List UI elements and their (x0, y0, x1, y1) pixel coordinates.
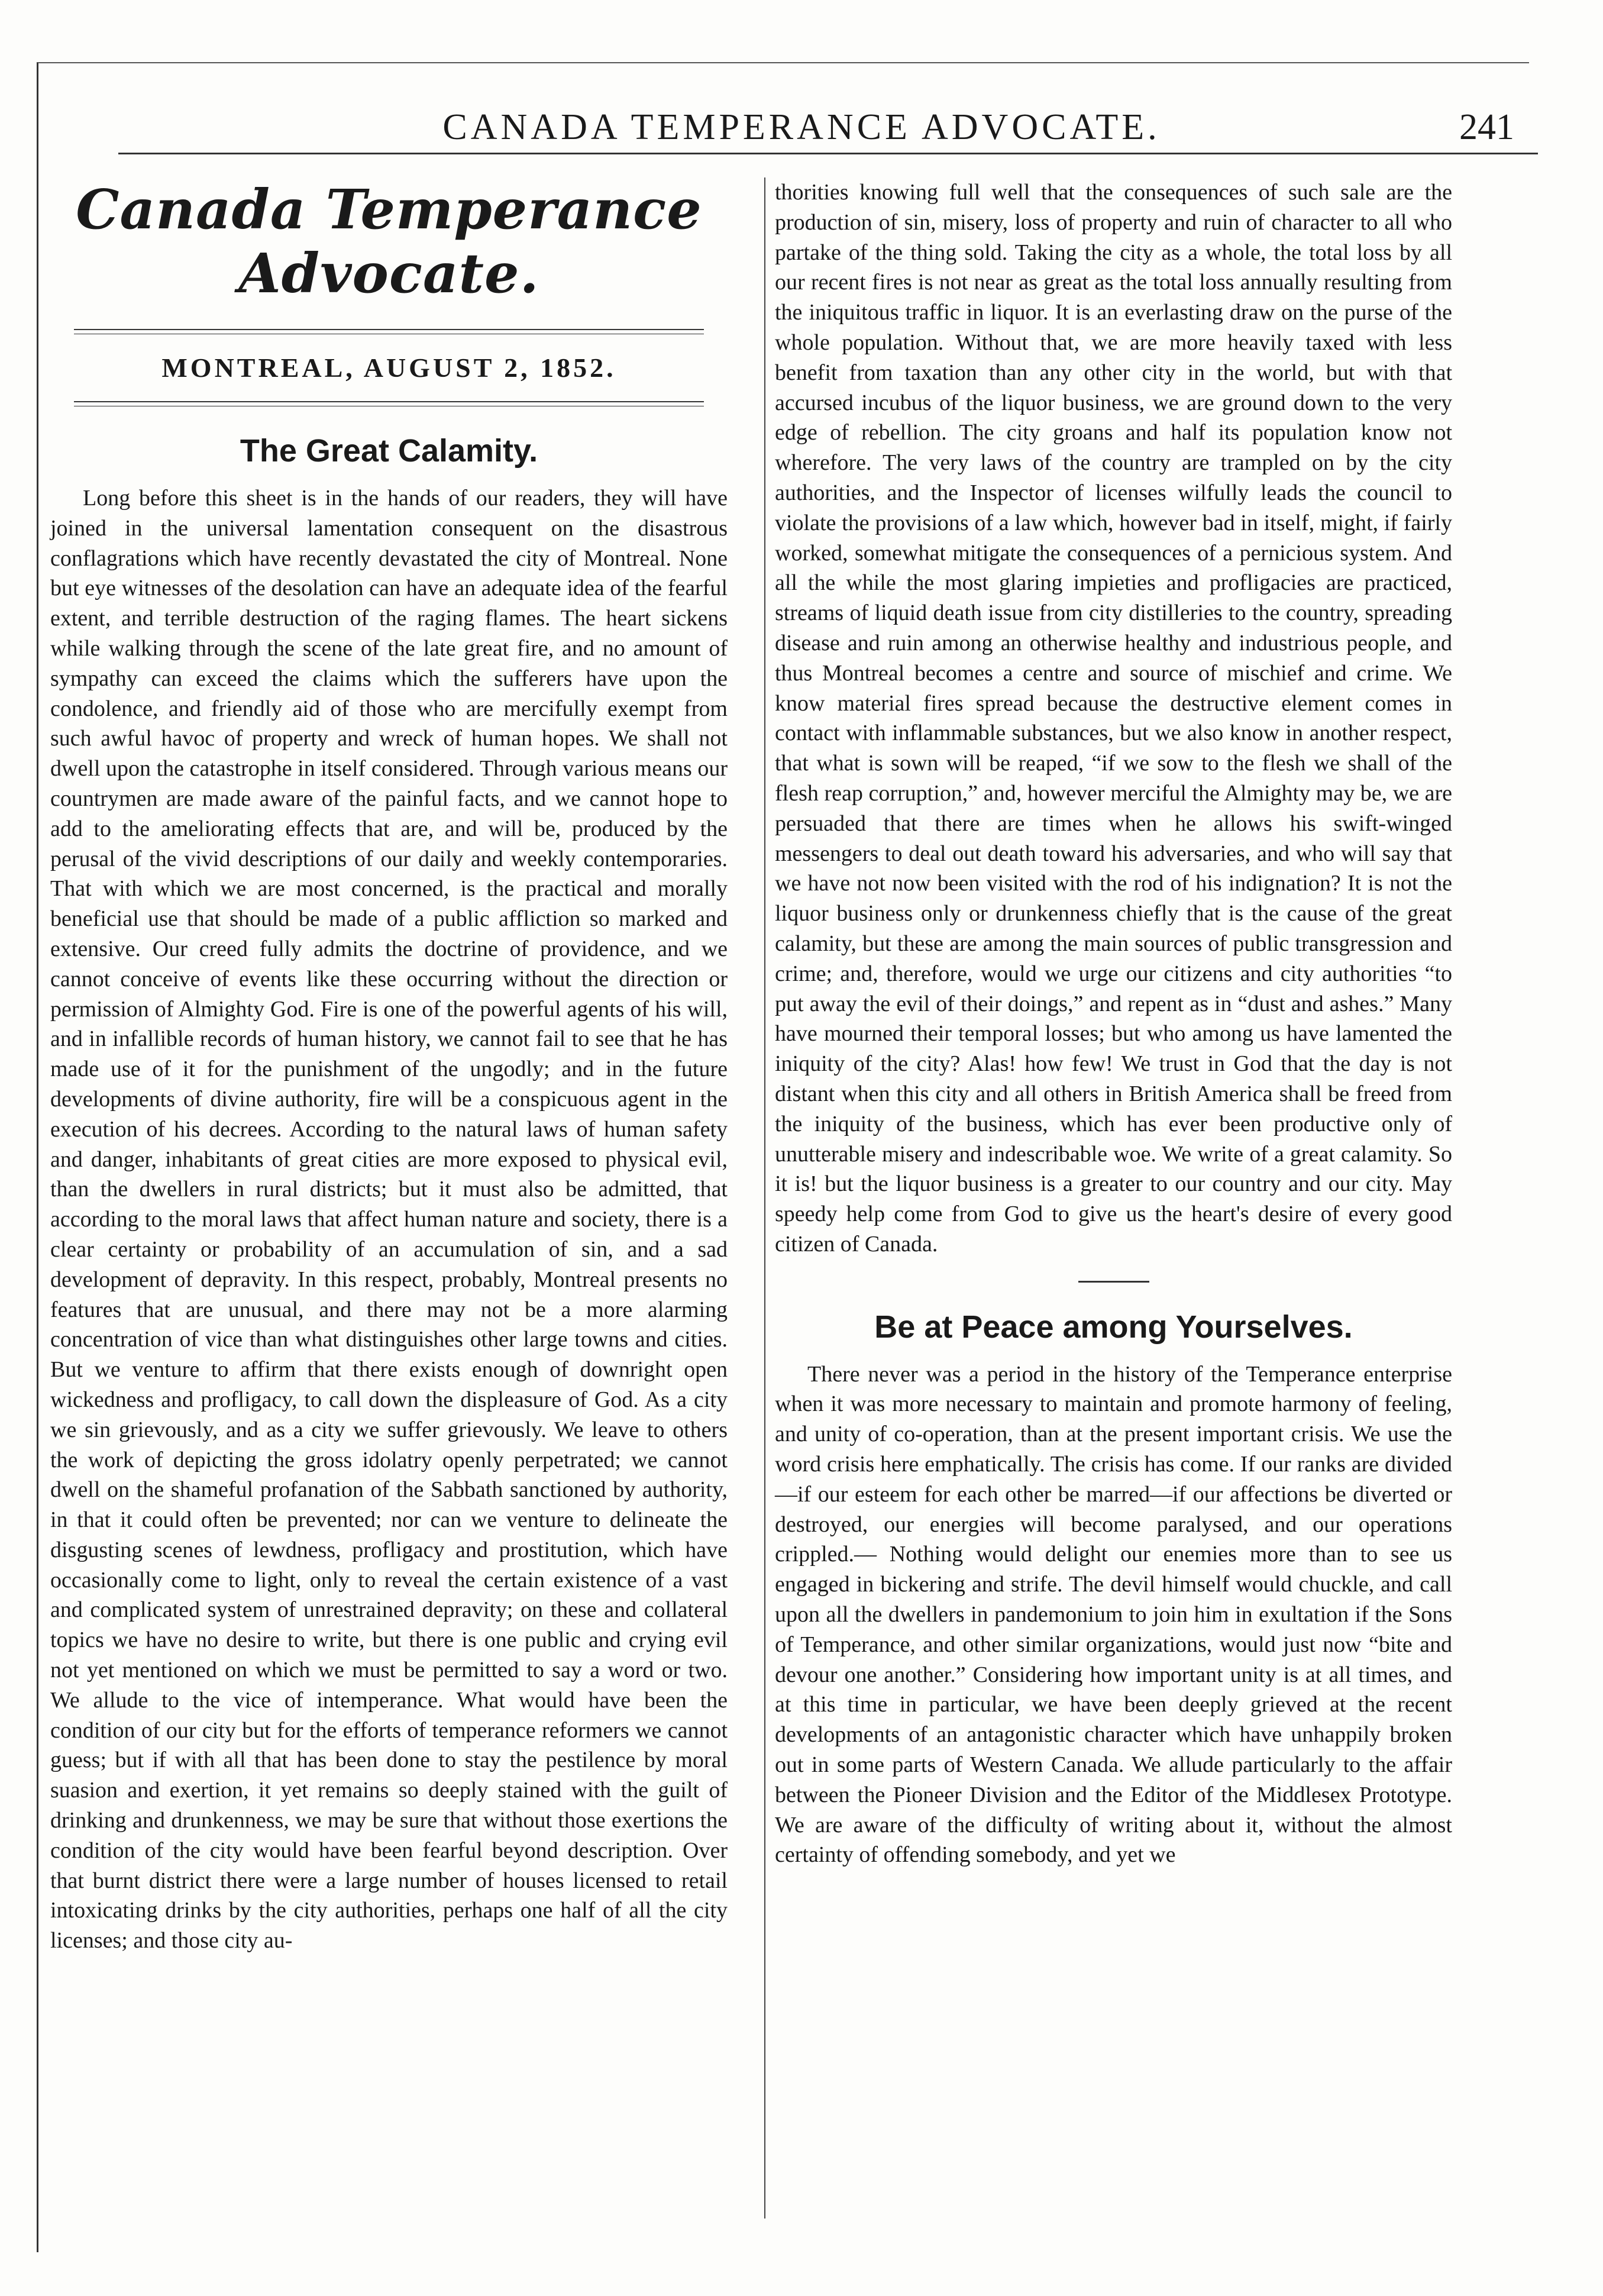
page-number: 241 (1459, 107, 1514, 147)
dateline: MONTREAL, AUGUST 2, 1852. (161, 353, 616, 383)
article-title-peace: Be at Peace among Yourselves. (874, 1309, 1353, 1345)
article-body-great-calamity-part-2: thorities knowing full well that the consequences of such sale are the production of sin, misery, loss of property and ruin of character to all who partake of the thing sold. Taking the city as a whole, the total loss by all our recent fires is not near as great as the total loss annually resulting from the iniquitous traffic in liquor. It is an everlasting draw on the purse of the whole population. Without that, we are more heavily taxed with less benefit from taxation than any other city in the world, but with that accursed incubus of the liquor business, we are ground down to the very edge of rebellion. The city groans and half its population know not wherefore. The very laws of the country are trampled on by the city authorities, and the Inspector of licenses wilfully leads the council to violate the provisions of a law which, however bad in itself, might, if fairly worked, somewhat mitigate the consequences of a pernicious system. And all the while the most glaring impieties and profligacies are practiced, streams of liquid death issue from city distilleries to the country, spreading disease and ruin among an otherwise healthy and industrious people, and thus Montreal becomes a centre and source of mischief and crime. We know material fires spread because the destructive element comes in contact with inflammable substances, but we also know in another respect, that what is sown will be reaped, “if we sow to the flesh we shall of the flesh reap corruption,” and, however merciful the Almighty may be, we are persuaded that there are times when he allows his swift-winged messengers to deal out death toward his adversaries, and who will say that we have not now been visited with the rod of his indignation? It is not the liquor business only or drunkenness chiefly that is the cause of the great calamity, but these are among the main sources of public transgression and crime; and, therefore, would we urge our citizens and city authorities “to put away the evil of their doings,” and repent as in “dust and ashes.” Many have mourned their temporal losses; but who among us have lamented the iniquity of the city? Alas! how few! We trust in God that the day is not distant when this city and all others in British America shall be freed from the iniquity of the business, which has ever been productive only of unutterable misery and indescribable woe. We write of a great calamity. So it is! but the liquor business is a greater to our country and our city. May speedy help come from God to give us the heart's desire of every good citizen of Canada. (775, 180, 1452, 1257)
column-divider (764, 177, 765, 2219)
running-title: CANADA TEMPERANCE ADVOCATE. (442, 107, 1161, 147)
left-column (50, 177, 728, 1956)
article-separator (1078, 1281, 1149, 1283)
header-rule (118, 153, 1538, 154)
article-body-great-calamity-part-1: Long before this sheet is in the hands of our readers, they will have joined in the universal lamentation consequent on the disastrous conflagrations which have recently devastated the city of Montreal. None but eye witnesses of the desolation can have an adequate idea of the fearful extent, and terrible destruction of the raging flames. The heart sickens while walking through the scene of the late great fire, and no amount of sympathy can exceed the claims which the sufferers have upon the condolence, and friendly aid of those who are mercifully exempt from such awful havoc of property and wreck of human hopes. We shall not dwell upon the catastrophe in itself considered. Through various means our countrymen are made aware of the painful facts, and we cannot hope to add to the ameliorating effects that are, and will be, produced by the perusal of the vivid descriptions of our daily and weekly contemporaries. That with which we are most concerned, is the practical and morally beneficial use that should be made of a public affliction so marked and extensive. Our creed fully admits the doctrine of providence, and we cannot conceive of events like these occurring without the direction or permission of Almighty God. Fire is one of the powerful agents of his will, and in infallible records of human history, we cannot fail to see that he has made use of it for the punishment of the ungodly; and in the future developments of divine authority, fire will be a conspicuous agent in the execution of his decrees. According to the natural laws of human safety and danger, inhabitants of great cities are more exposed to physical evil, than the dwellers in rural districts; but it must also be admitted, that according to the moral laws that affect human nature and society, there is a clear certainty or probability of an accumulation of sin, and a sad development of depravity. In this respect, probably, Montreal presents no features that are unusual, and there may not be a more alarming concentration of vice than what distinguishes other large towns and cities. But we venture to affirm that there exists enough of downright open wickedness and profligacy, to call down the displeasure of God. As a city we sin grievously, and as a city we suffer grievously. We leave to others the work of depicting the gross idolatry openly perpetrated; we cannot dwell on the shameful profanation of the Sabbath sanctioned by authority, in that it could often be prevented; nor can we venture to delineate the disgusting scenes of lewdness, profligacy and prostitution, which have occasionally come to light, only to reveal the certain existence of a vast and complicated system of unrestrained depravity; on these and collateral topics we have no desire to write, but there is one public and crying evil not yet mentioned on which we must be permitted to say a word or two. We allude to the vice of intemperance. What would have been the condition of our city but for the efforts of temperance reformers we cannot guess; but if with all that has been done to stay the pestilence by moral suasion and exertion, it yet remains so deeply stained with the guilt of drinking and drunkenness, we may be sure that without those exertions the condition of the city would have been fearful beyond description. Over that burnt district there were a large number of houses licensed to retail intoxicating drinks by the city authorities, perhaps one half of all the city licenses; and those city au- (50, 486, 728, 1953)
masthead-title: Canada Temperance Advocate. (76, 177, 702, 305)
dateline-rule (74, 401, 704, 406)
article-title-great-calamity: The Great Calamity. (240, 433, 538, 469)
masthead-rule (74, 329, 704, 334)
article-body-peace: There never was a period in the history of the Temperance enterprise when it was more necessary to maintain and promote harmony of feeling, and unity of co-operation, than at the present important crisis. We use the word crisis here emphatically. The crisis has come. If our ranks are divided—if our esteem for each other be marred—if our affections be diverted or destroyed, our energies will become paralysed, and our operations crippled.— Nothing would delight our enemies more than to see us engaged in bickering and strife. The devil himself would chuckle, and call upon all the dwellers in pandemonium to join him in exultation if the Sons of Temperance, and other similar organizations, would just now “bite and devour one another.” Considering how important unity is at all times, and at this time in particular, we have been deeply grieved at the recent developments of an antagonistic character which have unhappily broken out in some parts of Western Canada. We allude particularly to the affair between the Pioneer Division and the Editor of the Middlesex Prototype. We are aware of the difficulty of writing about it, without the almost certainty of offending somebody, and yet we (775, 1361, 1452, 1868)
right-column (775, 177, 1452, 1870)
